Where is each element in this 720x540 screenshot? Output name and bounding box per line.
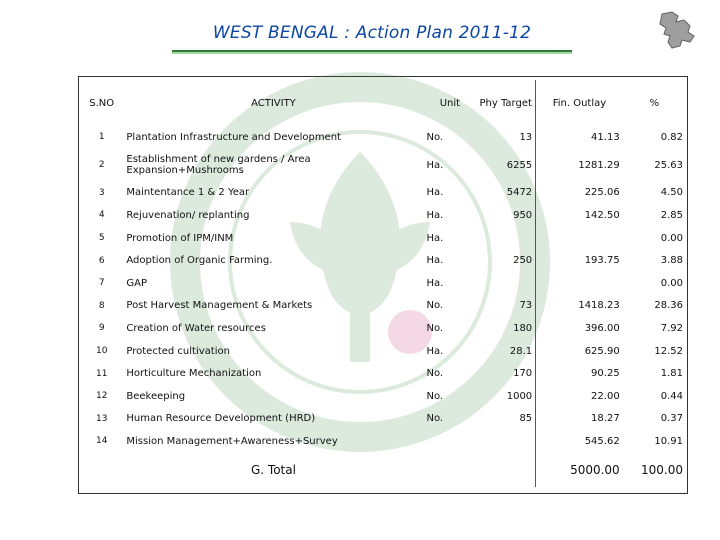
cell-activity: Horticulture Mechanization — [126, 368, 262, 380]
cell-fin-outlay — [536, 272, 623, 295]
cell-percent: 25.63 — [654, 159, 683, 171]
cell-percent: 10.91 — [654, 435, 683, 447]
cell-percent: 7.92 — [660, 322, 683, 334]
cell-percent: 4.50 — [660, 187, 683, 199]
cell-phy-target: 950 — [476, 204, 535, 227]
cell-activity: Creation of Water resources — [126, 322, 266, 334]
cell-phy-target: 180 — [476, 317, 535, 340]
cell-percent: 28.36 — [654, 300, 683, 312]
cell-phy-target: 73 — [476, 295, 535, 318]
table-row — [80, 249, 686, 272]
cell-sno: 1 — [98, 132, 105, 143]
cell-activity: Human Resource Development (HRD) — [126, 413, 316, 425]
cell-activity: Plantation Infrastructure and Development — [126, 131, 341, 143]
cell-phy-target: 28.1 — [476, 340, 535, 363]
cell-unit: Ha. — [426, 255, 444, 267]
cell-sno: 12 — [95, 391, 108, 402]
cell-unit: No. — [426, 300, 444, 312]
cell-phy-target: 170 — [476, 362, 535, 385]
cell-fin-outlay: 396.00 — [584, 322, 620, 334]
cell-activity: Establishment of new gardens / Area Expansion+Mushrooms — [126, 154, 311, 177]
cell-unit: Ha. — [426, 277, 444, 289]
cell-fin-outlay: 41.13 — [591, 131, 620, 143]
cell-sno: 6 — [98, 255, 105, 266]
table-row — [80, 182, 686, 205]
cell-unit: Ha. — [426, 345, 444, 357]
cell-activity: Protected cultivation — [126, 345, 230, 357]
table-row — [80, 227, 686, 250]
cell-fin-outlay: 90.25 — [591, 368, 620, 380]
cell-fin-outlay: 142.50 — [584, 209, 620, 221]
cell-activity: GAP — [126, 277, 148, 289]
cell-unit: Ha. — [426, 209, 444, 221]
cell-fin-outlay: 193.75 — [584, 255, 620, 267]
col-header-activity: ACTIVITY — [251, 97, 296, 109]
col-header-percent: % — [649, 97, 660, 109]
cell-percent: 2.85 — [660, 209, 683, 221]
table-row — [80, 295, 686, 318]
cell-sno: 11 — [95, 368, 108, 379]
table-row — [80, 385, 686, 408]
cell-percent: 12.52 — [654, 345, 683, 357]
cell-percent: 0.00 — [660, 232, 683, 244]
grand-total-percent: 100.00 — [641, 462, 683, 477]
table-row — [80, 340, 686, 363]
cell-unit: Ha. — [426, 187, 444, 199]
cell-unit: No. — [426, 413, 444, 425]
cell-unit: Ha. — [426, 232, 444, 244]
cell-phy-target: 13 — [476, 126, 535, 149]
cell-unit: No. — [426, 368, 444, 380]
cell-unit: No. — [426, 322, 444, 334]
table-row — [80, 204, 686, 227]
cell-fin-outlay: 545.62 — [584, 435, 620, 447]
col-header-phy-target: Phy Target — [476, 80, 535, 126]
page-title: WEST BENGAL : Action Plan 2011-12 — [212, 23, 532, 43]
cell-sno: 10 — [95, 346, 108, 357]
cell-phy-target: 85 — [476, 408, 535, 431]
cell-activity: Beekeeping — [126, 390, 186, 402]
cell-phy-empty — [476, 453, 535, 487]
cell-fin-outlay: 18.27 — [591, 413, 620, 425]
table-row — [80, 430, 686, 453]
cell-phy-target — [476, 227, 535, 250]
cell-percent: 3.88 — [660, 255, 683, 267]
cell-sno: 7 — [98, 278, 105, 289]
grand-total-label: G. Total — [250, 462, 296, 477]
cell-activity: Rejuvenation/ replanting — [126, 209, 250, 221]
table-header-row — [80, 80, 686, 126]
cell-sno: 13 — [95, 413, 108, 424]
cell-fin-outlay: 1281.29 — [578, 159, 620, 171]
cell-sno: 14 — [95, 436, 108, 447]
cell-fin-outlay: 625.90 — [584, 345, 620, 357]
cell-percent: 0.37 — [660, 413, 683, 425]
cell-activity: Promotion of IPM/INM — [126, 232, 234, 244]
cell-phy-target: 6255 — [476, 149, 535, 182]
cell-unit: No. — [426, 131, 444, 143]
cell-sno: 3 — [98, 187, 105, 198]
table-row — [80, 272, 686, 295]
cell-fin-outlay: 22.00 — [591, 390, 620, 402]
cell-phy-target: 1000 — [476, 385, 535, 408]
cell-percent: 0.82 — [660, 131, 683, 143]
action-plan-table — [80, 80, 686, 487]
cell-unit — [424, 430, 477, 453]
cell-activity: Post Harvest Management & Markets — [126, 300, 313, 312]
cell-activity: Maintentance 1 & 2 Year — [126, 187, 250, 199]
cell-phy-target — [476, 430, 535, 453]
table-row — [80, 317, 686, 340]
west-bengal-map-icon — [654, 10, 698, 50]
title-bar — [172, 16, 572, 52]
cell-activity: Mission Management+Awareness+Survey — [126, 435, 338, 447]
table-row — [80, 362, 686, 385]
cell-phy-target — [476, 272, 535, 295]
col-header-unit: Unit — [439, 97, 461, 109]
col-header-sno: S.NO — [89, 97, 115, 109]
cell-fin-outlay: 1418.23 — [578, 300, 620, 312]
cell-sno: 9 — [98, 323, 105, 334]
cell-percent: 1.81 — [660, 368, 683, 380]
table-row — [80, 126, 686, 149]
grand-total-fin-outlay: 5000.00 — [570, 462, 620, 477]
grand-total-row — [80, 453, 686, 487]
col-header-fin-outlay: Fin. Outlay — [552, 97, 607, 109]
cell-activity: Adoption of Organic Farming. — [126, 255, 273, 267]
cell-fin-outlay: 225.06 — [584, 187, 620, 199]
cell-unit: Ha. — [426, 159, 444, 171]
cell-sno: 5 — [98, 233, 105, 244]
cell-sno: 2 — [98, 160, 105, 171]
cell-sno: 4 — [98, 210, 105, 221]
cell-percent: 0.00 — [660, 277, 683, 289]
cell-phy-target: 250 — [476, 249, 535, 272]
cell-unit: No. — [426, 390, 444, 402]
cell-unit-empty — [424, 453, 477, 487]
cell-phy-target: 5472 — [476, 182, 535, 205]
table-row — [80, 408, 686, 431]
table-row — [80, 149, 686, 182]
cell-sno-empty — [80, 453, 123, 487]
cell-percent: 0.44 — [660, 390, 683, 402]
cell-fin-outlay — [536, 227, 623, 250]
cell-sno: 8 — [98, 300, 105, 311]
